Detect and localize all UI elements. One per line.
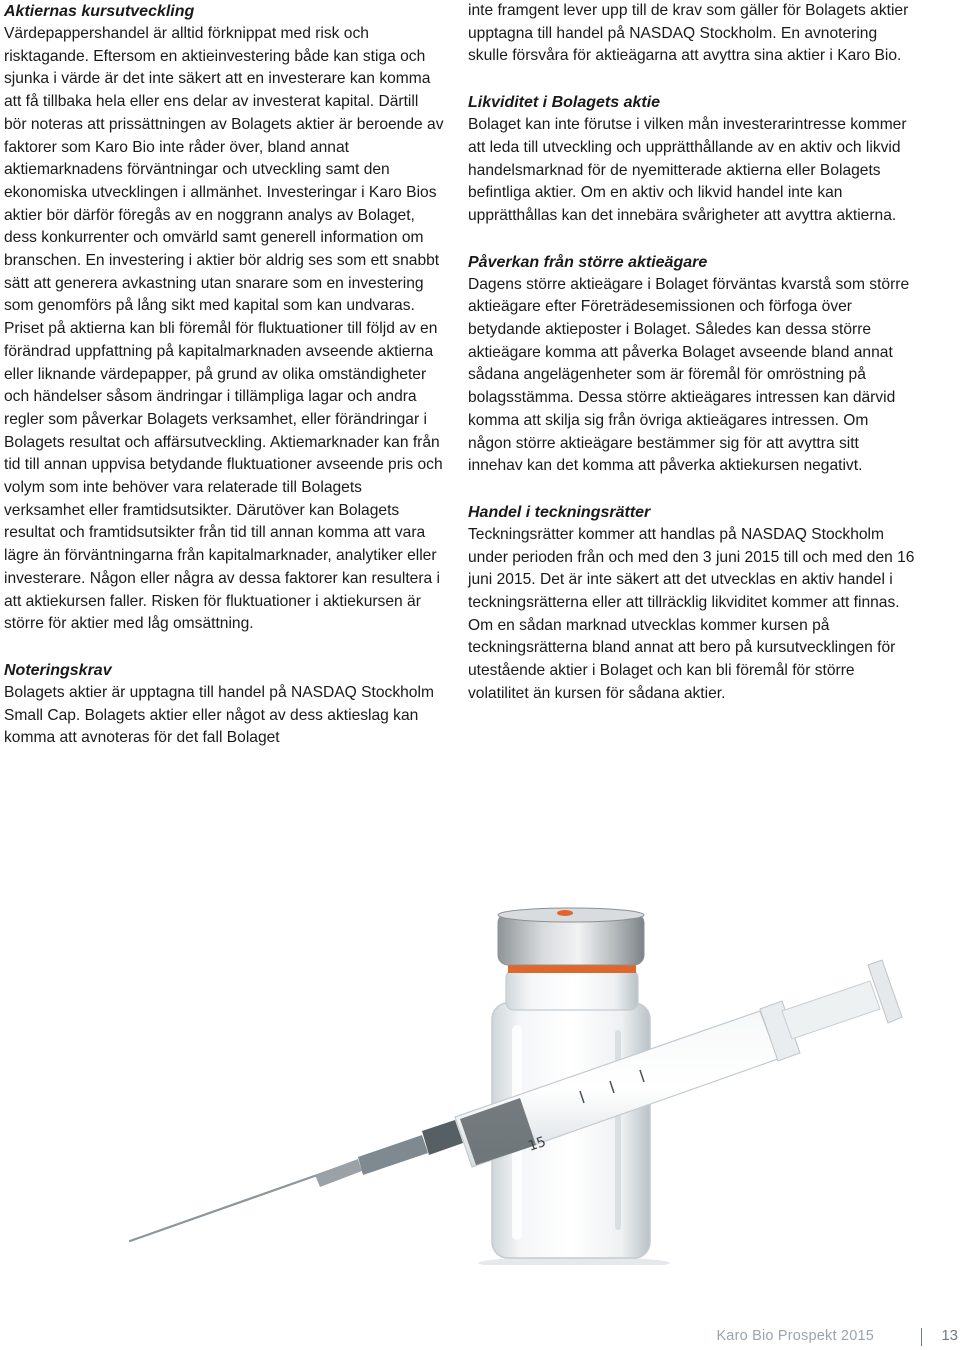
section-aktiernas-kursutveckling (4, 0, 444, 636)
section-paverkan (468, 251, 916, 478)
page-footer (0, 1326, 960, 1350)
right-column (468, 0, 916, 706)
section-heading: Handel i teckningsrätter (468, 503, 651, 521)
vial-and-syringe-photo (110, 905, 940, 1265)
section-body: Bolagets aktier är upptagna till handel på NASDAQ Stockholm Small Cap. Bolagets aktier eller något av dess aktieslag kan komma att avnoteras för det fall Bolaget (4, 683, 434, 747)
section-heading: Aktiernas kursutveckling (4, 3, 195, 20)
section-body: Värdepappershandel är alltid förknippat med risk och risktagande. Eftersom en aktieinvestering både kan stiga och sjunka i värde är det inte säkert att en investerare kan komma att få tillbaka hela eller ens delar av investerat kapital. Därtill bör noteras att prissättningen av Bolagets aktier är beroende av faktorer som Karo Bio inte råder över, bland annat aktiemarknadens förväntningar och utveckling samt den ekonomiska utvecklingen i allmänhet. Investeringar i Karo Bios aktier bör därför föregås av en noggrann analys av Bolaget, dess konkurrenter och omvärld samt generell information om branschen. En investering i aktier bör aldrig ses som ett snabbt sätt att generera avkastning utan snarare som en investering som genomförs på lång sikt med kapital som kan undvaras. Priset på aktierna kan bli föremål för fluktuationer till följd av en förändrad uppfattning på kapitalmarknaden avseende aktierna eller liknande värdepapper, på grund av olika omständigheter och händelser såsom ändringar i tillämpliga lagar och andra regler som påverkar Bolagets verksamhet, eller förändringar i Bolagets resultat och affärsutveckling. Aktiemarknader kan från tid till annan uppvisa betydande fluktuationer avseende pris och volym som inte behöver vara relaterade till Bolagets verksamhet eller framtidsutsikter. Därutöver kan Bolagets resultat och framtidsutsikter från tid till annan komma att vara lägre än förväntningarna från kapitalmarknader, analytiker eller investerare. Någon eller några av dessa faktorer kan resultera i att aktiekursen faller. Risken för fluktuationer i aktiekursen är större för aktier med låg omsättning. (4, 25, 444, 633)
footer-divider (921, 1328, 922, 1346)
section-body: Dagens större aktieägare i Bolaget förväntas kvarstå som större aktieägare efter Företrädesemissionen och förfoga över betydande aktieposter i Bolaget. Således kan dessa större aktieägare komma att påverka Bolaget avseende bland annat sådana angelägenheter som är föremål för omröstning på bolagsstämma. Dessa större aktieägares intressen kan därvid komma att skilja sig från övriga aktieägares intressen. Om någon större aktieägare bestämmer sig för att avyttra sitt innehav kan det komma att påverka aktiekursen negativt. (468, 275, 910, 475)
section-body: Bolaget kan inte förutse i vilken mån investerarintresse kommer att leda till utveckling och upprätthållande av en aktiv och likvid handelsmarknad för de nyemitterade aktierna eller Bolagets befintliga aktier. Om en aktiv och likvid handel inte kan upprätthållas kan det innebära svårigheter att avyttra aktierna. (468, 116, 907, 224)
footer-title: Karo Bio Prospekt 2015 (716, 1328, 874, 1344)
left-column (4, 0, 444, 750)
section-heading: Påverkan från större aktieägare (468, 253, 708, 271)
section-body: inte framgent lever upp till de krav som gäller för Bolagets aktier upptagna till handel på NASDAQ Stockholm. En avnotering skulle försvåra för aktieägarna att avyttra sina aktier i Karo Bio. (468, 2, 909, 65)
section-heading: Noteringskrav (4, 661, 112, 679)
section-heading: Likviditet i Bolagets aktie (468, 94, 661, 112)
section-noteringskrav (4, 659, 444, 750)
syringe-marking: 15 (526, 1133, 549, 1155)
page-number: 13 (941, 1327, 958, 1344)
section-body: Teckningsrätter kommer att handlas på NASDAQ Stockholm under perioden från och med den 3 juni 2015 till och med den 16 juni 2015. Det är inte säkert att det utvecklas en aktiv handel i teckningsrätterna eller att tillräcklig likviditet kommer att finnas. Om en sådan marknad utvecklas kommer kursen på teckningsrätterna bland annat att bero på kursutvecklingen för utestående aktier i Bolaget och kan bli föremål för större volatilitet än kursen för sådana aktier. (468, 525, 915, 702)
section-handel (468, 501, 916, 706)
section-likviditet (468, 91, 916, 228)
section-continuation (468, 0, 916, 68)
